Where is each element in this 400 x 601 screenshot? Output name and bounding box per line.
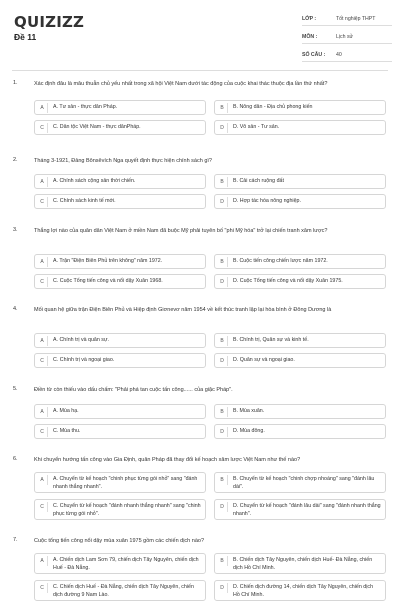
meta-label: MÔN :: [302, 33, 318, 40]
option-text: B. Mùa xuân.: [233, 408, 265, 414]
option-b[interactable]: [214, 333, 386, 348]
meta-value: Lịch sử: [336, 33, 354, 40]
option-text: A. Trận "Điện Biên Phủ trên không" năm 1972.: [53, 258, 163, 264]
option-text: D. Mùa đông.: [233, 428, 265, 434]
option-letter: B: [217, 556, 228, 566]
option-text: A. Chiến dịch Lam Sơn 79, chiến dịch Tây Nguyên, chiến dịch Huế - Đà Nẵng.: [53, 557, 199, 571]
option-text: C. Cuộc Tổng tiến công và nổi dậy Xuân 1968.: [53, 278, 163, 284]
option-text: D. Cuộc Tổng tiến công và nổi dậy Xuân 1975.: [233, 278, 343, 284]
question-number: 6.: [13, 456, 18, 462]
option-letter: C: [37, 583, 48, 593]
option-letter: A: [37, 407, 48, 417]
option-letter: D: [217, 356, 228, 366]
question-number: 5.: [13, 386, 18, 392]
option-a[interactable]: [34, 553, 206, 574]
option-text: C. Mùa thu.: [53, 428, 81, 434]
option-text: B. Cuộc tiến công chiến lược năm 1972.: [233, 258, 328, 264]
option-letter: D: [217, 197, 228, 207]
option-text: D. Hợp tác hóa nông nghiệp.: [233, 198, 301, 204]
worksheet-header: [0, 0, 400, 70]
option-d[interactable]: [214, 424, 386, 439]
option-letter: B: [217, 257, 228, 267]
option-letter: B: [217, 475, 228, 485]
meta-row-class: [302, 12, 392, 26]
option-text: B. Cải cách ruộng đất: [233, 178, 284, 184]
option-b[interactable]: [214, 100, 386, 115]
option-letter: B: [217, 336, 228, 346]
question-number: 2.: [13, 157, 18, 163]
option-c[interactable]: [34, 274, 206, 289]
option-letter: D: [217, 502, 228, 512]
question-number: 1.: [13, 80, 18, 86]
option-text: D. Quân sự và ngoại giao.: [233, 357, 295, 363]
exam-title: Đề 11: [14, 32, 37, 42]
option-text: C. Chuyển từ kế hoạch "đánh nhanh thắng nhanh" sang "chinh phục từng gói nhỏ".: [53, 503, 201, 517]
option-letter: A: [37, 336, 48, 346]
option-text: C. Chiến dịch Huế - Đà Nẵng, chiến dịch Tây Nguyên, chiến dịch đường 9 Nam Lào.: [53, 584, 194, 598]
option-text: C. Chính sách kinh tế mới.: [53, 198, 116, 204]
question-number: 4.: [13, 306, 18, 312]
question-number: 7.: [13, 537, 18, 543]
option-d[interactable]: [214, 353, 386, 368]
option-d[interactable]: [214, 580, 386, 601]
option-d[interactable]: [214, 274, 386, 289]
option-letter: A: [37, 257, 48, 267]
option-c[interactable]: [34, 424, 206, 439]
option-letter: A: [37, 475, 48, 485]
option-letter: D: [217, 277, 228, 287]
option-letter: D: [217, 427, 228, 437]
option-letter: D: [217, 123, 228, 133]
option-b[interactable]: [214, 174, 386, 189]
option-b[interactable]: [214, 404, 386, 419]
option-a[interactable]: [34, 472, 206, 493]
question-text: Điền từ còn thiếu vào dấu chấm: "Phải phá tan cuộc tấn công...... của giặc Pháp".: [34, 387, 233, 393]
option-text: C. Dân tộc Việt Nam - thực dânPháp.: [53, 124, 141, 130]
option-d[interactable]: [214, 499, 386, 520]
question-text: Khi chuyển hướng tấn công vào Gia Định, quân Pháp đã thay đổi kế hoạch xâm lược Việt Nam như thế nào?: [34, 457, 301, 463]
option-c[interactable]: [34, 499, 206, 520]
meta-row-subject: [302, 30, 392, 44]
option-c[interactable]: [34, 580, 206, 601]
option-c[interactable]: [34, 194, 206, 209]
quizizz-logo: QUIZIZZ: [14, 13, 85, 31]
option-a[interactable]: [34, 404, 206, 419]
option-letter: C: [37, 502, 48, 512]
meta-value: 40: [336, 51, 342, 58]
option-c[interactable]: [34, 353, 206, 368]
question-text: Thắng lợi nào của quân dân Việt Nam ở miền Nam đã buộc Mỹ phải tuyên bố "phi Mỹ hóa" trở lại chiến tranh xâm lược?: [34, 228, 328, 234]
option-letter: C: [37, 123, 48, 133]
question-number: 3.: [13, 227, 18, 233]
option-b[interactable]: [214, 553, 386, 574]
option-text: D. Chiến dịch đường 14, chiến dịch Tây Nguyên, chiến dịch Hồ Chí Minh.: [233, 584, 374, 598]
option-letter: B: [217, 407, 228, 417]
question-text: Xác định đâu là mâu thuẫn chủ yếu nhất trong xã hội Việt Nam dưới tác động của cuộc khai thác thuộc địa lần thứ nhất?: [34, 81, 328, 87]
option-text: B. Nông dân - Địa chủ phong kiến: [233, 104, 313, 110]
option-text: B. Chính trị, Quân sự và kinh tế.: [233, 337, 309, 343]
option-text: A. Mùa hạ.: [53, 408, 79, 414]
meta-label: SỐ CÂU :: [302, 51, 326, 58]
meta-label: LỚP :: [302, 15, 317, 22]
option-text: A. Chính sách cộng sản thời chiến.: [53, 178, 136, 184]
question-text: Mối quan hệ giữa trận Điện Biên Phủ và Hiệp định Giơnevơ năm 1954 về kết thúc tranh lập lại hòa bình ở Đông Dương là: [34, 307, 332, 313]
option-text: A. Chính trị và quân sự.: [53, 337, 109, 343]
option-letter: C: [37, 277, 48, 287]
option-b[interactable]: [214, 472, 386, 493]
option-letter: C: [37, 197, 48, 207]
option-text: A. Tư sản - thực dân Pháp.: [53, 104, 118, 110]
option-d[interactable]: [214, 120, 386, 135]
option-letter: C: [37, 427, 48, 437]
option-text: C. Chính trị và ngoại giao.: [53, 357, 115, 363]
option-b[interactable]: [214, 254, 386, 269]
exam-meta: [302, 12, 392, 66]
question-text: Cuộc tổng tiến công nổi dậy mùa xuân 1975 gồm các chiến dịch nào?: [34, 538, 205, 544]
option-a[interactable]: [34, 254, 206, 269]
option-c[interactable]: [34, 120, 206, 135]
option-text: D. Vô sản - Tư sản.: [233, 124, 280, 130]
option-a[interactable]: [34, 333, 206, 348]
option-letter: A: [37, 103, 48, 113]
option-letter: A: [37, 556, 48, 566]
meta-value: Tốt nghiệp THPT: [336, 15, 376, 22]
option-d[interactable]: [214, 194, 386, 209]
option-text: B. Chiến dịch Tây Nguyên, chiến dịch Huế- Đà Nẵng, chiến dịch Hồ Chí Minh.: [233, 557, 373, 571]
option-a[interactable]: [34, 100, 206, 115]
meta-row-count: [302, 48, 392, 62]
option-letter: D: [217, 583, 228, 593]
header-divider: [12, 70, 388, 71]
option-letter: B: [217, 177, 228, 187]
option-a[interactable]: [34, 174, 206, 189]
question-text: Tháng 3-1921, Đảng Bônsêvích Nga quyết định thực hiện chính sách gì?: [34, 158, 212, 164]
option-letter: C: [37, 356, 48, 366]
option-letter: A: [37, 177, 48, 187]
option-text: B. Chuyển từ kế hoạch "chinh chợp nhoáng" sang "đánh lâu dài".: [233, 476, 375, 490]
option-letter: B: [217, 103, 228, 113]
option-text: A. Chuyển từ kế hoạch "chinh phục từng gói nhỏ" sang "đánh nhanh thắng nhanh".: [53, 476, 198, 490]
option-text: D. Chuyển từ kế hoạch "đánh lâu dài" sang "đánh nhanh thắng nhanh".: [233, 503, 381, 517]
